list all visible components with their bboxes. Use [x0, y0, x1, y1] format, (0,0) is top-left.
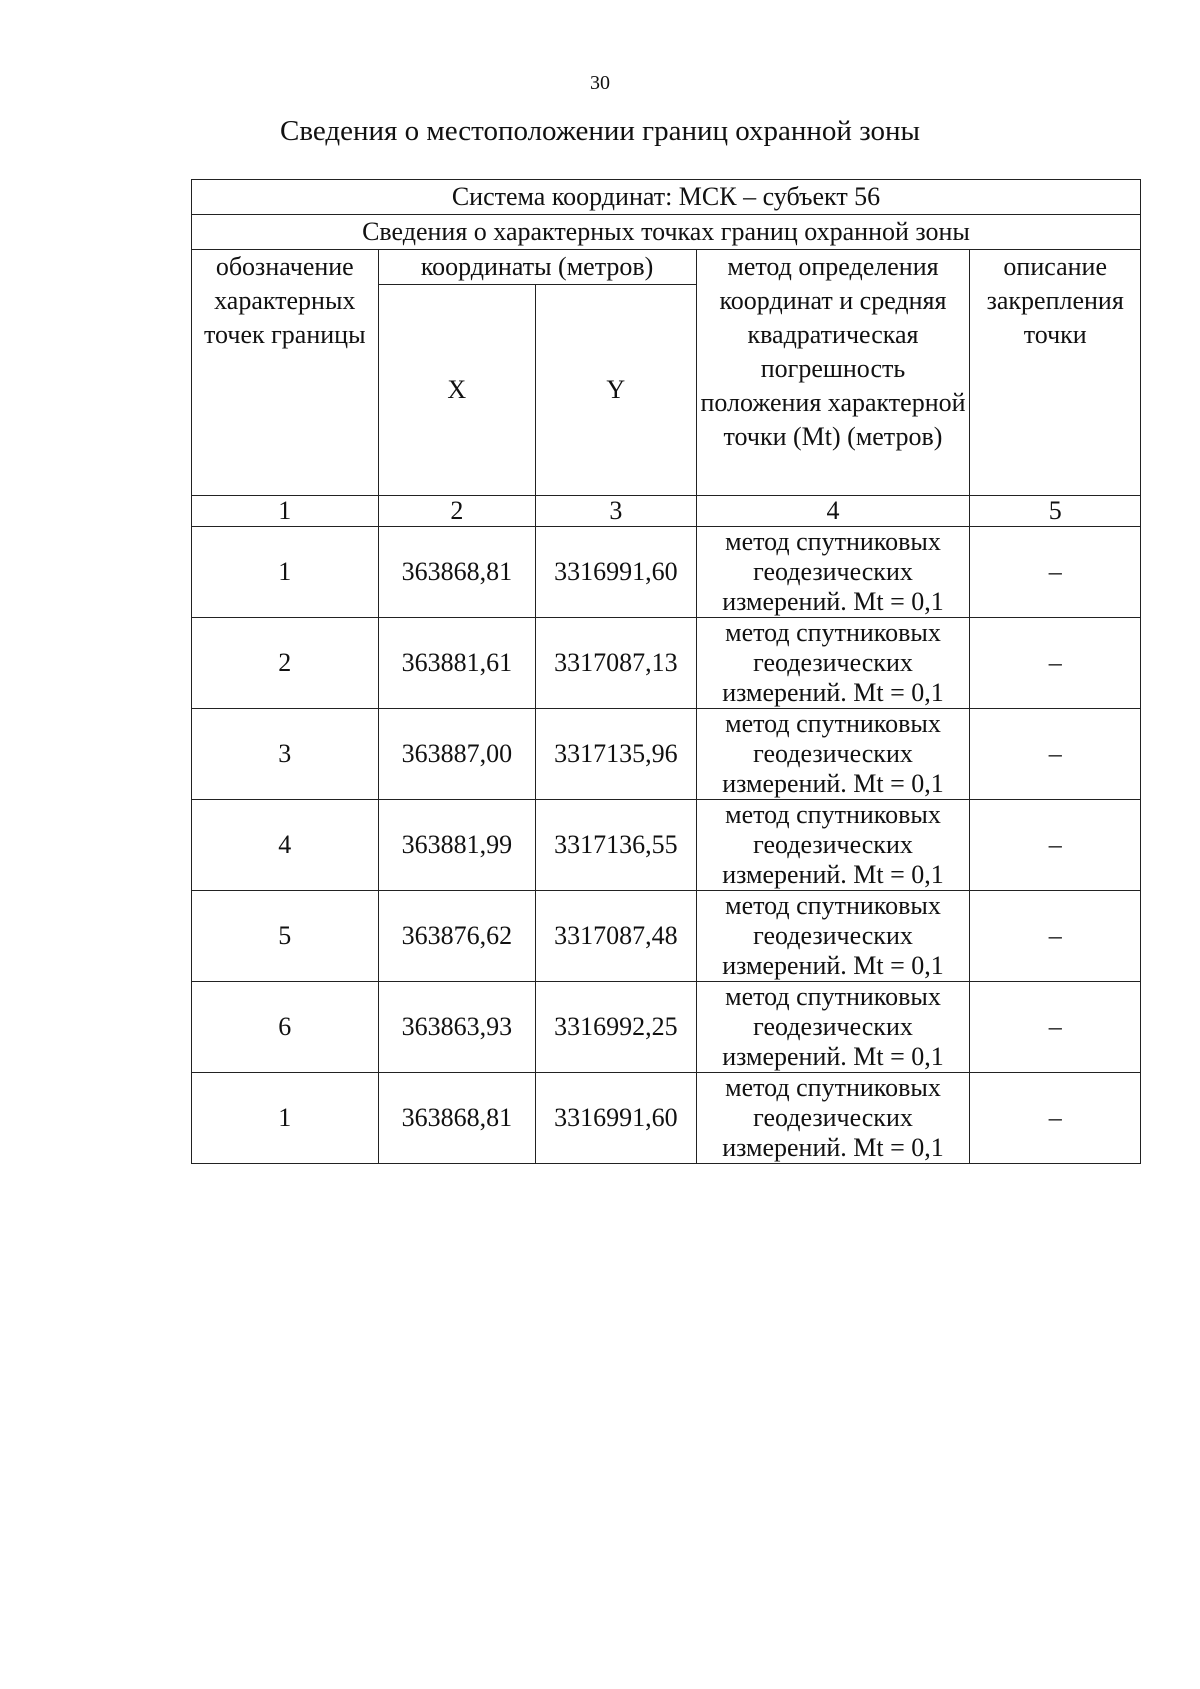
point-id: 3: [192, 709, 379, 800]
column-number: 2: [378, 496, 535, 527]
coord-x: 363881,99: [378, 800, 535, 891]
document-title: Сведения о местоположении границ охранной зоны: [279, 115, 920, 147]
method-text: метод спутниковых геодезических измерений. Mt = 0,1: [696, 982, 970, 1073]
fixing-description: –: [970, 1073, 1141, 1164]
method-text: метод спутниковых геодезических измерений. Mt = 0,1: [696, 618, 970, 709]
coord-x: 363881,61: [378, 618, 535, 709]
header-method: метод определения координат и средняя квадратическая погрешность положения характерной точки (Mt) (метров): [696, 250, 970, 496]
method-text: метод спутниковых геодезических измерений. Mt = 0,1: [696, 891, 970, 982]
coord-y: 3317136,55: [536, 800, 697, 891]
column-number: 5: [970, 496, 1141, 527]
header-coordinates: координаты (метров): [378, 250, 696, 285]
point-id: 5: [192, 891, 379, 982]
coord-x: 363876,62: [378, 891, 535, 982]
fixing-description: –: [970, 527, 1141, 618]
table-row: [192, 527, 1141, 618]
table-row: [192, 618, 1141, 709]
table-row: [192, 709, 1141, 800]
header-y: Y: [536, 285, 697, 496]
fixing-description: –: [970, 982, 1141, 1073]
point-id: 2: [192, 618, 379, 709]
boundary-points-table: [191, 179, 1141, 1164]
coord-x: 363868,81: [378, 1073, 535, 1164]
fixing-description: –: [970, 800, 1141, 891]
point-id: 1: [192, 1073, 379, 1164]
method-text: метод спутниковых геодезических измерений. Mt = 0,1: [696, 527, 970, 618]
coordinate-system-header: Система координат: МСК – субъект 56: [192, 180, 1141, 215]
fixing-description: –: [970, 618, 1141, 709]
coord-y: 3317135,96: [536, 709, 697, 800]
coord-y: 3316992,25: [536, 982, 697, 1073]
table-subtitle: Сведения о характерных точках границ охранной зоны: [192, 215, 1141, 250]
coord-y: 3317087,13: [536, 618, 697, 709]
column-number: 4: [696, 496, 970, 527]
coord-x: 363868,81: [378, 527, 535, 618]
point-id: 4: [192, 800, 379, 891]
method-text: метод спутниковых геодезических измерений. Mt = 0,1: [696, 709, 970, 800]
header-description: описание закрепления точки: [970, 250, 1141, 496]
fixing-description: –: [970, 891, 1141, 982]
coord-y: 3316991,60: [536, 527, 697, 618]
table-row: [192, 982, 1141, 1073]
column-numbers-row: [192, 496, 1141, 527]
fixing-description: –: [970, 709, 1141, 800]
table-row: [192, 1073, 1141, 1164]
method-text: метод спутниковых геодезических измерений. Mt = 0,1: [696, 1073, 970, 1164]
column-number: 1: [192, 496, 379, 527]
coord-x: 363887,00: [378, 709, 535, 800]
table-row: [192, 891, 1141, 982]
coord-x: 363863,93: [378, 982, 535, 1073]
point-id: 1: [192, 527, 379, 618]
column-number: 3: [536, 496, 697, 527]
coord-y: 3317087,48: [536, 891, 697, 982]
header-designation: обозначение характерных точек границы: [192, 250, 379, 496]
method-text: метод спутниковых геодезических измерений. Mt = 0,1: [696, 800, 970, 891]
coord-y: 3316991,60: [536, 1073, 697, 1164]
table-row: [192, 800, 1141, 891]
page-number: 30: [590, 72, 610, 94]
header-x: X: [378, 285, 535, 496]
point-id: 6: [192, 982, 379, 1073]
